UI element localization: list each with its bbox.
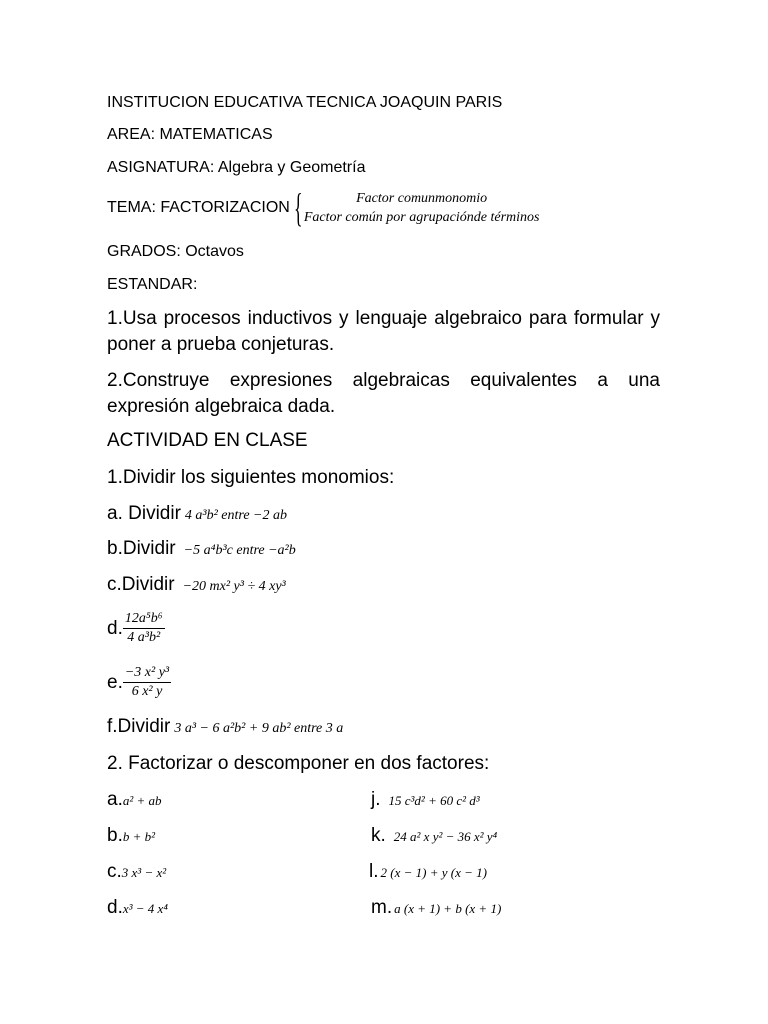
topic-item-common-monomial: Factor comunmonomio [356,191,488,206]
exercise-label: k. [371,825,386,846]
exercise-expression: 24 a² x y² − 36 x² y⁴ [393,829,498,844]
exercise-expression: a² + ab [122,793,162,808]
exercise-expression: 2 (x − 1) + y (x − 1) [380,865,487,880]
exercise-expression: −5 a⁴b³c entre −a²b [183,543,296,558]
exercise-label: c.Dividir [107,574,175,595]
exercise-expression: 3 x³ − x² [121,865,167,880]
fraction-numerator: 12a⁵b⁶ [123,610,165,629]
exercise-1a [107,503,287,525]
exercise-2c [107,861,166,883]
exercise-1e [107,664,171,701]
standard-label: ESTANDAR: [107,276,198,293]
exercise-2b [107,825,155,847]
exercise-2l [369,861,487,883]
left-brace-icon: { [293,185,303,230]
fraction-denominator: 4 a³b² [127,630,161,645]
exercise-label: m. [371,897,393,918]
section1-title: 1.Dividir los siguientes monomios: [107,467,395,488]
exercise-label: b. [107,825,123,846]
exercise-expression: b + b² [122,829,156,844]
exercise-expression: 4 a³b² entre −2 ab [184,508,287,523]
standard-2: 2.Construye expresiones algebraicas equivalentes a una expresión algebraica dada. [107,370,660,417]
fraction [123,664,171,701]
exercise-label: l. [369,861,379,882]
exercise-label: c. [107,861,122,882]
standard-1: 1.Usa procesos inductivos y lenguaje algebraico para formular y poner a prueba conjeturas. [107,308,660,355]
exercise-2m [371,897,501,919]
topic-line [107,186,539,230]
fraction [123,610,165,647]
topic-item-grouping: Factor común por agrupaciónde términos [303,210,540,225]
exercise-label: a. [107,789,123,810]
fraction-denominator: 6 x² y [131,684,163,699]
exercise-label: j. [371,789,381,810]
topic-label: TEMA: FACTORIZACION [107,199,290,216]
activity-title: ACTIVIDAD EN CLASE [107,430,308,451]
exercise-2k [371,825,497,847]
exercise-1c [107,574,286,596]
section2-title: 2. Factorizar o descomponer en dos factores: [107,753,490,774]
exercise-2a [107,789,162,811]
grades-line: GRADOS: Octavos [107,243,244,260]
exercise-expression: 15 c³d² + 60 c² d³ [388,793,480,808]
exercise-label: d. [107,897,123,918]
area-line: AREA: MATEMATICAS [107,126,273,143]
exercise-expression: −20 mx² y³ ÷ 4 xy³ [182,579,286,594]
institution-name: INSTITUCION EDUCATIVA TECNICA JOAQUIN PARIS [107,94,503,111]
exercise-label: d. [107,617,123,639]
exercise-label: a. Dividir [107,503,181,524]
fraction-numerator: −3 x² y³ [123,664,171,683]
exercise-1d [107,610,165,647]
topic-items [304,189,540,227]
exercise-expression: 3 a³ − 6 a²b² + 9 ab² entre 3 a [174,721,344,736]
exercise-expression: x³ − 4 x⁴ [122,901,168,916]
exercise-2d [107,897,168,919]
exercise-2j [371,789,480,811]
exercise-label: e. [107,671,123,693]
exercise-label: f.Dividir [107,716,171,737]
subject-line: ASIGNATURA: Algebra y Geometría [107,159,366,176]
exercise-label: b.Dividir [107,538,176,559]
exercise-expression: a (x + 1) + b (x + 1) [394,901,502,916]
exercise-1f [107,716,343,738]
exercise-1b [107,538,296,560]
